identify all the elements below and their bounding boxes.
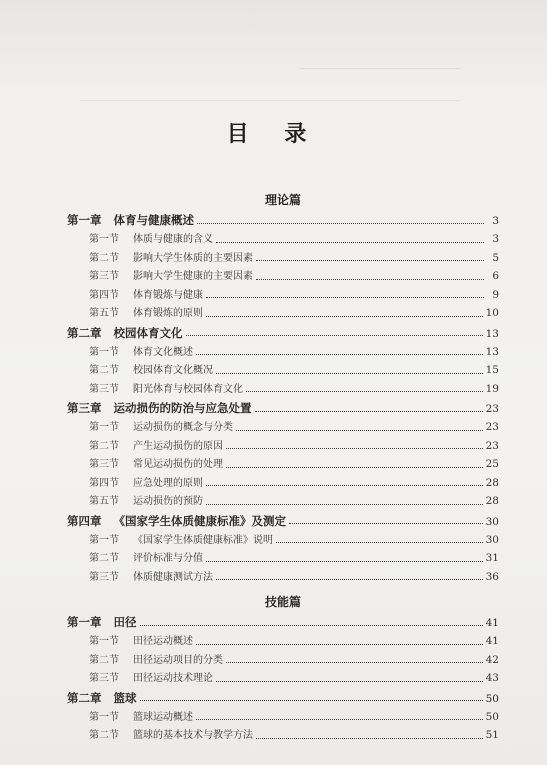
leader-dots	[206, 297, 484, 298]
section-label: 第五节	[89, 496, 119, 507]
section-entry[interactable]	[67, 492, 499, 511]
page-number: 13	[485, 345, 499, 358]
section-title: 体质健康测试方法	[133, 571, 213, 583]
section-label: 第二节	[89, 252, 119, 264]
section-title: 应急处理的原则	[133, 477, 203, 489]
section-entry[interactable]	[67, 531, 499, 550]
leader-dots	[256, 279, 484, 280]
chapter-title: 体育与健康概述	[113, 213, 194, 227]
page-number: 43	[485, 672, 499, 684]
leader-dots	[226, 448, 483, 449]
table-of-contents	[67, 190, 499, 745]
leader-dots	[206, 316, 483, 317]
section-entry[interactable]	[67, 632, 499, 651]
section-label: 第三节	[89, 673, 119, 684]
leader-dots	[140, 625, 483, 626]
section-label: 第二节	[89, 730, 119, 741]
chapter-title: 《国家学生体质健康标准》及测定	[113, 513, 286, 528]
leader-dots	[255, 411, 483, 412]
leader-dots	[226, 662, 483, 663]
section-entry[interactable]	[67, 437, 499, 456]
chapter-title: 运动损伤的防治与应急处置	[113, 401, 252, 415]
section-label: 第三节	[89, 571, 119, 583]
section-title: 田径运动项目的分类	[133, 654, 223, 666]
section-title: 阳光体育与校园体育文化	[133, 383, 243, 395]
leader-dots	[206, 485, 483, 486]
section-entry[interactable]	[67, 455, 499, 474]
page-number: 15	[485, 364, 499, 376]
chapter-title: 篮球	[113, 690, 137, 705]
section-entry[interactable]	[67, 230, 499, 249]
leader-dots	[196, 354, 483, 355]
section-entry[interactable]	[67, 249, 499, 268]
chapter-label: 第一章	[67, 213, 102, 227]
page-number: 41	[485, 635, 499, 647]
section-label: 第二节	[89, 553, 119, 564]
section-label: 第四节	[89, 289, 119, 301]
section-label: 第一节	[89, 234, 119, 245]
section-label: 第一节	[89, 346, 119, 358]
bleed-through-mark	[80, 100, 460, 101]
leader-dots	[256, 738, 483, 739]
section-entry[interactable]	[67, 549, 499, 568]
section-title: 体育锻炼的原则	[133, 308, 203, 319]
page-number: 31	[485, 552, 499, 564]
section-entry[interactable]	[67, 568, 499, 587]
chapter-label: 第一章	[67, 615, 102, 629]
leader-dots	[196, 644, 483, 645]
chapter-entry[interactable]	[67, 511, 499, 531]
section-title: 影响大学生健康的主要因素	[133, 271, 253, 282]
part-heading: 理论篇	[264, 193, 301, 207]
section-entry[interactable]	[67, 418, 499, 437]
chapter-entry[interactable]	[67, 612, 499, 632]
page-number: 28	[485, 476, 499, 489]
chapter-label: 第三章	[67, 401, 102, 415]
section-label: 第五节	[89, 308, 119, 319]
leader-dots	[216, 579, 483, 580]
section-entry[interactable]	[67, 708, 499, 727]
section-title: 篮球运动概述	[133, 711, 193, 723]
section-label: 第四节	[89, 477, 119, 489]
section-title: 评价标准与分值	[133, 553, 203, 564]
leader-dots	[246, 391, 483, 392]
page-number: 50	[485, 692, 499, 705]
section-title: 体育锻炼与健康	[133, 289, 203, 301]
chapter-entry[interactable]	[67, 210, 499, 230]
section-label: 第一节	[89, 636, 119, 647]
leader-dots	[206, 561, 483, 562]
section-label: 第三节	[89, 459, 119, 470]
leader-dots	[276, 542, 483, 543]
page-number: 13	[485, 327, 499, 340]
section-title: 体育文化概述	[133, 346, 193, 358]
section-title: 体质与健康的含义	[133, 234, 213, 245]
section-entry[interactable]	[67, 343, 499, 362]
page-number: 23	[485, 439, 499, 452]
section-title: 校园体育文化概况	[133, 365, 213, 376]
section-title: 产生运动损伤的原因	[133, 440, 223, 452]
section-label: 第二节	[89, 654, 119, 666]
section-title: 田径运动概述	[133, 636, 193, 647]
page-number: 25	[485, 458, 499, 470]
section-label: 第一节	[89, 534, 119, 546]
section-title: 田径运动技术理论	[133, 673, 213, 684]
leader-dots	[216, 242, 484, 243]
section-label: 第三节	[89, 271, 119, 282]
part-heading: 技能篇	[264, 595, 301, 609]
section-entry[interactable]	[67, 286, 499, 305]
section-title: 运动损伤的预防	[133, 496, 203, 507]
chapter-entry[interactable]	[67, 398, 499, 418]
section-entry[interactable]	[67, 267, 499, 286]
section-title: 常见运动损伤的处理	[133, 459, 223, 470]
chapter-entry[interactable]	[67, 323, 499, 343]
section-entry[interactable]	[67, 380, 499, 399]
page-number: 28	[485, 495, 499, 507]
bleed-through-mark	[300, 60, 460, 69]
chapter-title: 田径	[113, 615, 137, 629]
chapter-label: 第二章	[67, 325, 102, 340]
section-title: 影响大学生体质的主要因素	[133, 252, 253, 264]
section-label: 第二节	[89, 440, 119, 452]
section-title: 篮球的基本技术与教学方法	[133, 730, 253, 741]
page-number: 19	[485, 382, 499, 395]
leader-dots	[196, 719, 483, 720]
page-number: 36	[485, 570, 499, 583]
section-entry[interactable]	[67, 726, 499, 745]
page-number: 3	[492, 215, 499, 227]
page-number: 30	[485, 515, 499, 528]
page-number: 5	[492, 251, 499, 264]
toc-title: 目 录	[226, 122, 321, 147]
section-label: 第三节	[89, 383, 119, 395]
page-number: 51	[485, 729, 499, 741]
leader-dots	[216, 373, 483, 374]
page-number: 41	[485, 617, 499, 629]
leader-dots	[206, 504, 483, 505]
page-number: 50	[485, 710, 499, 723]
section-label: 第二节	[89, 365, 119, 376]
page-number: 23	[485, 403, 499, 415]
leader-dots	[197, 223, 484, 224]
chapter-entry[interactable]	[67, 688, 499, 708]
leader-dots	[216, 681, 483, 682]
leader-dots	[226, 467, 483, 468]
section-title: 运动损伤的概念与分类	[133, 422, 233, 433]
section-entry[interactable]	[67, 651, 499, 670]
page-number: 6	[492, 270, 499, 282]
leader-dots	[140, 700, 483, 701]
page-number: 23	[485, 421, 499, 433]
leader-dots	[289, 523, 483, 524]
section-entry[interactable]	[67, 361, 499, 380]
page-number: 3	[492, 233, 499, 245]
section-label: 第一节	[89, 711, 119, 723]
section-label: 第一节	[89, 422, 119, 433]
section-entry[interactable]	[67, 669, 499, 688]
chapter-title: 校园体育文化	[113, 325, 183, 340]
leader-dots	[186, 335, 483, 336]
section-entry[interactable]	[67, 304, 499, 323]
page-number: 9	[492, 288, 499, 301]
section-title: 《国家学生体质健康标准》说明	[133, 534, 273, 546]
page-number: 10	[485, 307, 499, 319]
leader-dots	[256, 260, 484, 261]
page-number: 30	[485, 533, 499, 546]
leader-dots	[236, 430, 483, 431]
section-entry[interactable]	[67, 474, 499, 493]
chapter-label: 第二章	[67, 690, 102, 705]
page-number: 42	[485, 653, 499, 666]
chapter-label: 第四章	[67, 513, 102, 528]
